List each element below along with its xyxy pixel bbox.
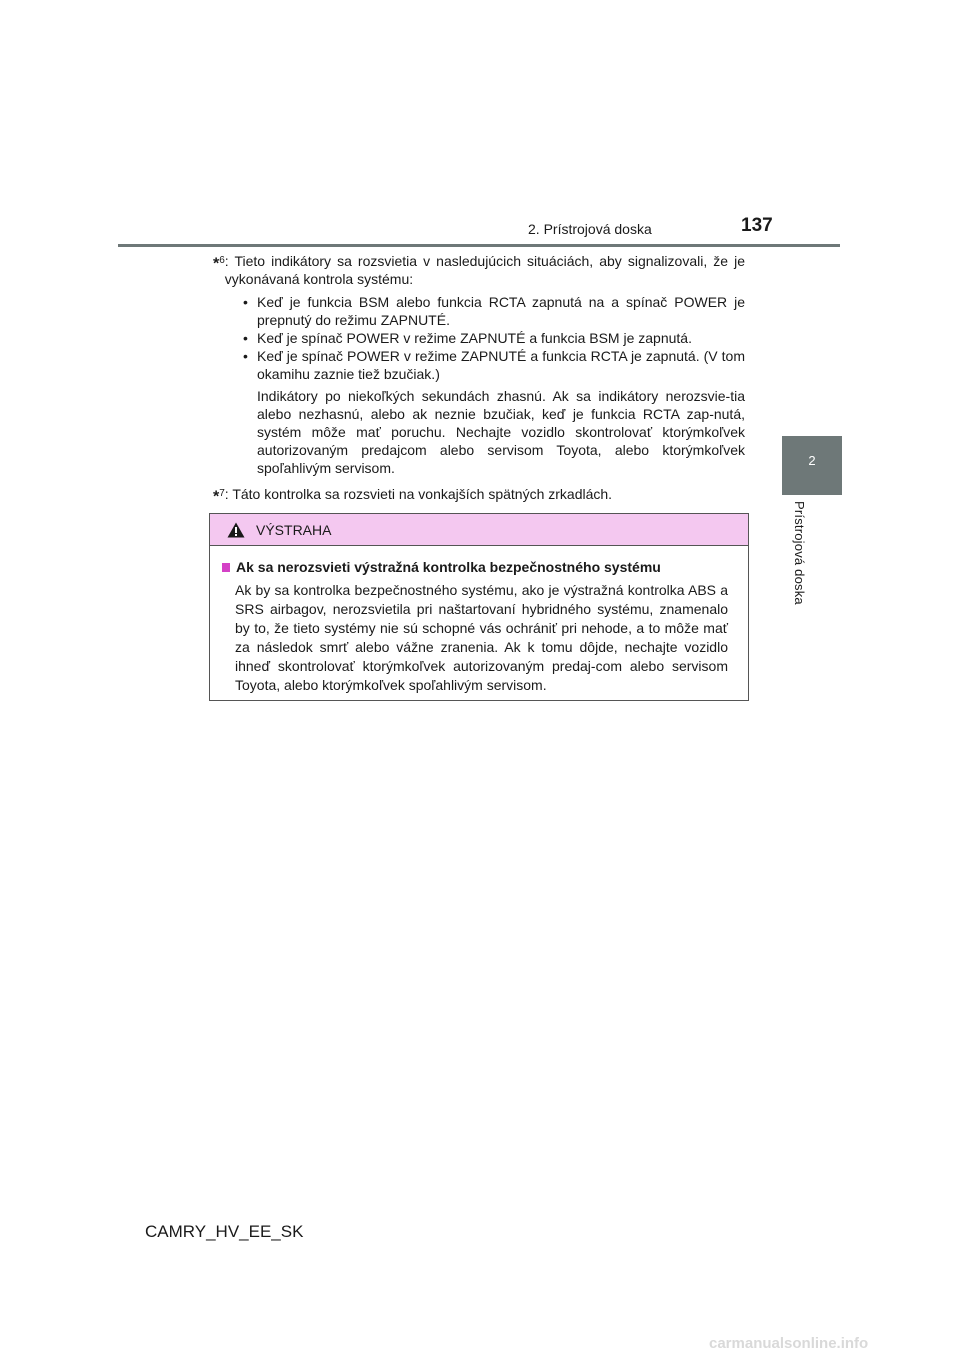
footnote-6: [213, 252, 745, 288]
list-item: • Keď je funkcia BSM alebo funkcia RCTA zapnutá na a spínač POWER je prepnutý do režimu ZAPNUTÉ.: [257, 293, 745, 329]
footnote-7: [213, 485, 745, 507]
footnote-marker: *$^6$: [213, 255, 225, 273]
footnote-text: : Táto kontrolka sa rozsvieti na vonkajších spätných zrkadlách.: [224, 486, 613, 502]
warning-label: VÝSTRAHA: [256, 521, 332, 538]
warning-triangle-icon: [227, 522, 245, 538]
document-code: CAMRY_HV_EE_SK: [145, 1222, 304, 1241]
chapter-tab[interactable]: [782, 436, 842, 495]
chapter-label: Prístrojová doska: [792, 501, 807, 605]
main-content: [213, 252, 745, 507]
watermark: carmanualsonline.info: [709, 1335, 869, 1352]
footnote-6-list: [213, 293, 745, 383]
footnote-6-continuation: Indikátory po niekoľkých sekundách zhasnú. Ak sa indikátory nerozsvie-tia alebo nezhasnú, alebo ak neznie bzučiak, keď je funkcia RCTA zap-nutá, systém môže mať poruchu. Nechajte vozidlo skontrolovať ktorýmkoľvek autorizovaným predajcom alebo servisom Toyota, alebo ktorýmkoľvek spoľahlivým servisom.: [257, 388, 745, 476]
warning-title-row: [222, 558, 728, 577]
chapter-number: 2: [808, 453, 816, 468]
page-number: 137: [741, 215, 773, 236]
list-item: • Keď je spínač POWER v režime ZAPNUTÉ a funkcia BSM je zapnutá.: [257, 329, 745, 347]
list-item: • Keď je spínač POWER v režime ZAPNUTÉ a funkcia RCTA je zapnutá. (V tom okamihu zaznie tiež bzučiak.): [257, 347, 745, 383]
section-title: 2. Prístrojová doska: [528, 221, 652, 237]
warning-text: Ak by sa kontrolka bezpečnostného systému, ako je výstražná kontrolka ABS a SRS airbagov, nerozsvietila pri naštartovaní hybridného systému, znamenalo by to, že tieto systémy nie sú schopné vás ochrániť pri nehode, a to môže mať za následok smrť alebo vážne zranenia. Ak k tomu dôjde, nechajte vozidlo ihneď skontrolovať ktorýmkoľvek autorizovaným predaj-com alebo servisom Toyota, alebo ktorýmkoľvek spoľahlivým servisom.: [235, 582, 728, 693]
warning-title: Ak sa nerozsvieti výstražná kontrolka bezpečnostného systému: [236, 559, 661, 575]
warning-box: [209, 513, 749, 701]
header-divider: [118, 244, 840, 247]
warning-header: [210, 514, 748, 546]
footnote-marker: *$^7$: [213, 488, 225, 506]
warning-body: [210, 546, 748, 695]
square-bullet-icon: [222, 563, 230, 572]
footnote-text: : Tieto indikátory sa rozsvietia v nasledujúcich situáciách, aby signalizovali, že je vykonávaná kontrola systému:: [224, 253, 745, 287]
